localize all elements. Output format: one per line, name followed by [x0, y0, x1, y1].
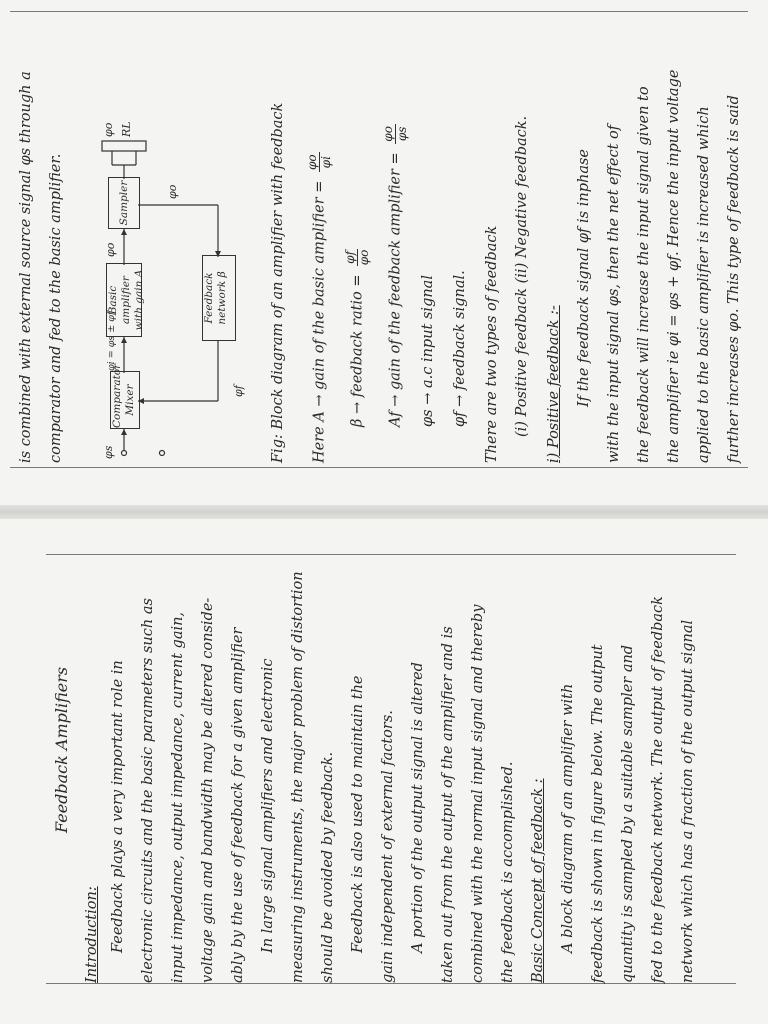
left-column: [46, 554, 736, 984]
phi-f-label: φf: [232, 385, 245, 397]
intro-heading: Introduction:: [84, 886, 100, 983]
right-column: [10, 11, 748, 468]
fraction-num: φo: [381, 126, 395, 142]
text-line: is combined with external source signal φs through a: [18, 71, 34, 463]
text-line: A portion of the output signal is altered: [410, 662, 426, 953]
text-line: should be avoided by feedback.: [320, 751, 336, 983]
text-line: A block diagram of an amplifier with: [560, 683, 576, 953]
text-line: the amplifier ie φi = φs + φf. Hence the input voltage: [666, 69, 682, 463]
def-text: a.c input signal: [420, 275, 436, 389]
def-lead: β →: [349, 401, 366, 427]
text-line: the feedback is accomplished.: [500, 761, 516, 983]
phi-o-label: φo: [104, 242, 117, 257]
feedback-network-block: Feedback network β: [202, 255, 236, 341]
positive-feedback-heading: i) Positive feedback :-: [546, 305, 562, 463]
text-line: with the input signal φs, then the net effect of: [606, 124, 622, 463]
text-line: gain independent of external factors.: [380, 710, 396, 983]
types-list: (i) Positive feedback (ii) Negative feedback.: [514, 115, 530, 437]
definition-phi-s: [420, 275, 436, 427]
fraction: [306, 152, 333, 172]
def-lead: φs →: [420, 392, 436, 427]
fraction: [344, 249, 371, 266]
text-line: fed to the feedback network. The output of feedback: [650, 596, 666, 983]
def-text: gain of the basic amplifier =: [311, 180, 328, 390]
def-lead: φf →: [452, 394, 468, 427]
definition-af: [382, 124, 409, 427]
text-line: further increases φo. This type of feedback is said: [726, 95, 742, 463]
def-text: gain of the feedback amplifier =: [387, 152, 404, 391]
text-line: comparator and fed to the basic amplifier.: [48, 153, 64, 463]
figure-caption: Fig: Block diagram of an amplifier with feedback: [270, 102, 286, 463]
text-line: If the feedback signal φf is inphase: [576, 149, 592, 407]
definition-gain: [306, 152, 333, 463]
text-line: network which has a fraction of the output signal: [680, 619, 696, 983]
page-title: Feedback Amplifiers: [52, 666, 71, 833]
def-lead: Here A →: [311, 394, 328, 463]
fraction-num: φo: [305, 154, 319, 170]
fraction-den: φs: [395, 126, 409, 142]
fraction: [382, 124, 409, 144]
phi-s-label: φs: [102, 445, 115, 459]
fraction-den: φi: [319, 156, 333, 169]
text-line: combined with the normal input signal and thereby: [470, 604, 486, 983]
text-line: ably by the use of feedback for a given amplifier: [230, 627, 246, 983]
text-line: the feedback will increase the input signal given to: [636, 86, 652, 463]
text-line: taken out from the output of the amplifier and is: [440, 626, 456, 983]
basic-concept-heading: Basic Concept of feedback :: [530, 778, 546, 983]
text-line: Feedback plays a very important role in: [110, 660, 126, 953]
text-line: applied to the basic amplifier is increased which: [696, 106, 712, 463]
definition-phi-f: [452, 270, 468, 427]
text-line: input impedance, output impedance, current gain,: [170, 611, 186, 983]
types-line: There are two types of feedback: [484, 225, 500, 463]
comparator-mixer-block: Comparator Mixer: [110, 371, 140, 429]
basic-amplifier-block: Basic amplifier with gain A: [106, 263, 142, 337]
def-lead: Af →: [387, 394, 404, 427]
text-line: Feedback is also used to maintain the: [350, 675, 366, 953]
page-fold: [0, 505, 768, 519]
def-text: feedback signal.: [452, 270, 468, 391]
sampler-block: Sampler: [108, 177, 140, 229]
phi-o-feedback-label: φo: [166, 184, 179, 199]
text-line: In large signal amplifiers and electronic: [260, 658, 276, 953]
text-line: voltage gain and bandwidth may be altered conside-: [200, 597, 216, 983]
definition-beta: [344, 249, 371, 427]
load-phi-o-label: φo: [102, 122, 115, 137]
block-diagram: [100, 21, 260, 461]
input-equation: φi = φs ± φf: [106, 311, 117, 371]
fraction-den: φo: [357, 249, 371, 266]
text-line: feedback is shown in figure below. The output: [590, 644, 606, 983]
def-text: feedback ratio =: [349, 274, 366, 398]
text-line: quantity is sampled by a suitable sampler and: [620, 644, 636, 983]
text-line: electronic circuits and the basic parameters such as: [140, 598, 156, 983]
text-line: measuring instruments, the major problem of distortion: [290, 571, 306, 983]
load-rl-label: RL: [120, 121, 133, 137]
fraction-num: φf: [343, 250, 357, 264]
